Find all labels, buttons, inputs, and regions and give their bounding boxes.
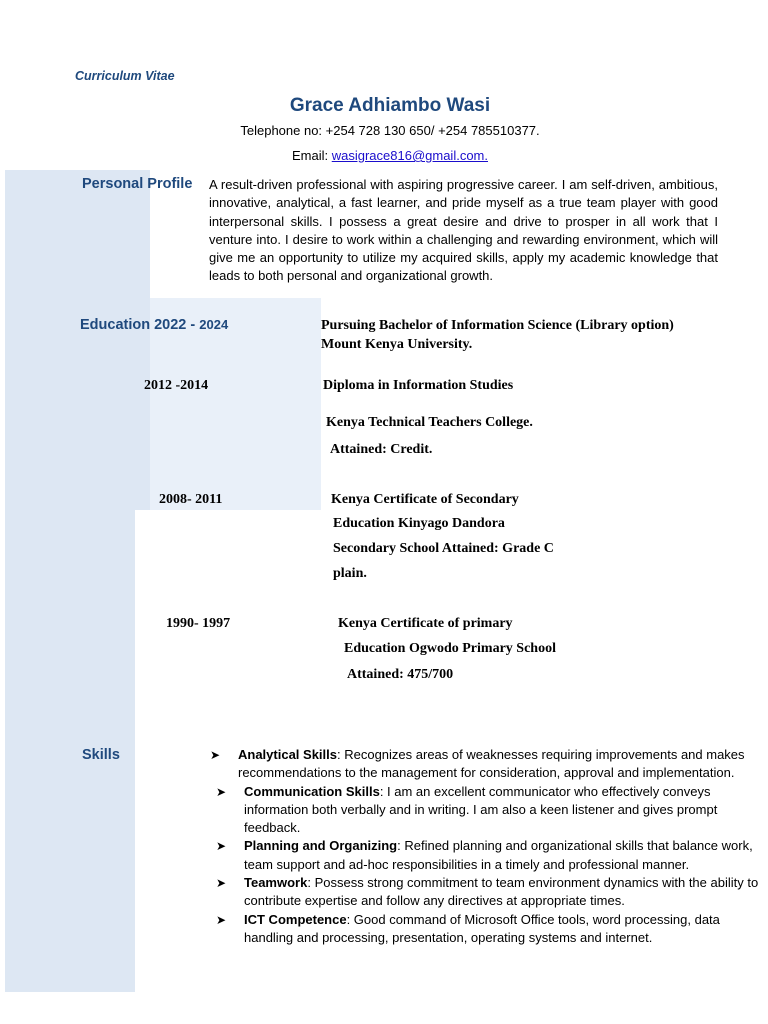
skill-item: ➤ Teamwork: Possess strong commitment to team environment dynamics with the ability to contribute expertise and follow any directives at appropriate times.	[216, 875, 759, 909]
skills-heading: Skills	[82, 747, 120, 763]
profile-text: A result-driven professional with aspiring progressive career. I am self-driven, ambitious, innovative, analytical, a fast learner, and pride myself as a true team player with good interpersonal skills. I possess a great desire and drive to prosper in all work that I venture into. I desire to work within a challenging and rewarding environment, which will give me an opportunity to utilize my acquired skills, apply my academic knowledge that leads to both personal and organizational growth.	[209, 177, 718, 284]
education-years: 2012 -2014	[144, 378, 209, 393]
skill-item: ➤ Planning and Organizing: Refined planning and organizational skills that balance work, team support and ad-hoc responsibilities in a timely and professional manner.	[216, 838, 753, 872]
arrow-bullet-icon: ➤	[216, 912, 227, 927]
education-line: Mount Kenya University.	[321, 337, 473, 352]
education-line: Education Ogwodo Primary School	[344, 641, 556, 656]
education-line: Secondary School Attained: Grade C	[333, 541, 554, 556]
arrow-bullet-icon: ➤	[216, 839, 227, 854]
cv-label: Curriculum Vitae	[75, 69, 175, 83]
left-sidebar-band	[5, 170, 150, 510]
skill-item: ➤ Communication Skills: I am an excellent communicator who effectively conveys information both verbally and in writing. I am also a keen listener and gives prompt feedback.	[216, 783, 718, 836]
skills-list	[210, 746, 768, 947]
email-link[interactable]: wasigrace816@gmail.com.	[331, 148, 488, 163]
arrow-bullet-icon: ➤	[216, 784, 227, 799]
education-line: plain.	[333, 566, 367, 581]
arrow-bullet-icon: ➤	[210, 748, 221, 762]
education-line: Kenya Certificate of primary	[338, 616, 513, 631]
education-years: 2008- 2011	[159, 492, 223, 507]
education-line: Pursuing Bachelor of Information Science (Library option)	[321, 318, 674, 333]
education-line: Kenya Technical Teachers College.	[326, 415, 533, 430]
education-heading	[80, 317, 228, 333]
profile-heading: Personal Profile	[82, 176, 193, 192]
skill-item: ➤ Analytical Skills: Recognizes areas of weaknesses requiring improvements and makes recommendations to the management for consideration, approval and implementation.	[210, 747, 745, 781]
education-line: Diploma in Information Studies	[323, 378, 514, 393]
arrow-bullet-icon: ➤	[216, 876, 227, 891]
education-heading-year: 2024	[199, 317, 229, 332]
skill-item: ➤ ICT Competence: Good command of Microsoft Office tools, word processing, data handling and processing, presentation, operating systems and internet.	[216, 911, 720, 945]
education-line: Attained: 475/700	[347, 667, 454, 682]
education-heading-label: Education 2022 -	[80, 317, 200, 333]
candidate-name: Grace Adhiambo Wasi	[289, 95, 491, 116]
education-years: 1990- 1997	[166, 616, 231, 631]
telephone-line: Telephone no: +254 728 130 650/ +254 785510377.	[240, 123, 540, 138]
education-line: Attained: Credit.	[330, 442, 433, 457]
email-label: Email:	[292, 148, 332, 163]
email-line	[0, 148, 768, 163]
education-line: Kenya Certificate of Secondary	[331, 492, 519, 507]
education-line: Education Kinyago Dandora	[333, 516, 505, 531]
